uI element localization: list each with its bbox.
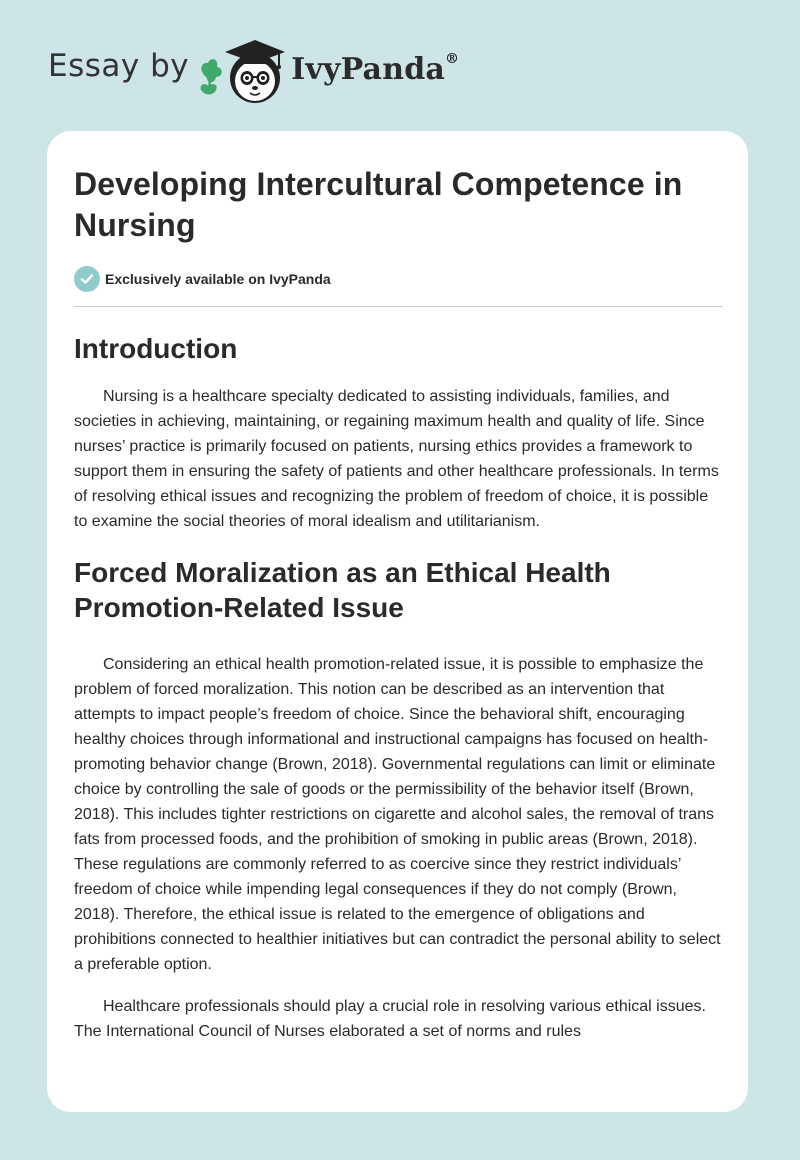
divider: [74, 306, 723, 307]
brand-name: IvyPanda: [291, 52, 446, 87]
essay-title: Developing Intercultural Competence in Nursing: [74, 166, 683, 243]
ivy-leaf-icon: [201, 59, 222, 94]
panda-logo-icon[interactable]: [197, 32, 293, 112]
exclusive-label: Exclusively available on IvyPanda: [105, 271, 331, 287]
section-heading: Introduction: [74, 333, 238, 364]
check-icon: [74, 266, 100, 292]
registered-mark: ®: [445, 51, 460, 67]
exclusive-badge: [74, 266, 723, 292]
paragraph: Considering an ethical health promotion-related issue, it is possible to emphasize the problem of forced moralization. This notion can be described as an intervention that attempts to impact people’s freedom of choice. Since the behavioral shift, encouraging healthy choices through informational and instructional campaigns has focused on health-promoting behavior change (Brown, 2018). Governmental regulations can limit or eliminate choice by controlling the sale of goods or the permissibility of the behavior itself (Brown, 2018). This includes tighter restrictions on cigarette and alcohol sales, the removal of trans fats from processed foods, and the prohibition of smoking in public areas (Brown, 2018). These regulations are commonly referred to as coercive since they restrict individuals’ freedom of choice while impending legal consequences if they do not comply (Brown, 2018). Therefore, the ethical issue is related to the emergence of obligations and prohibitions connected to healthier initiatives but can contradict the personal ability to select a preferable option.: [74, 656, 721, 973]
paragraph: Healthcare professionals should play a crucial role in resolving various ethical issues. The International Council of Nurses elaborated a set of norms and rules: [74, 998, 706, 1040]
paragraph: Nursing is a healthcare specialty dedicated to assisting individuals, families, and societies in achieving, maintaining, or regaining maximum health and quality of life. Since nurses’ practice is primarily focused on patients, nursing ethics provides a framework to support them in ensuring the safety of patients and other healthcare professionals. In terms of resolving ethical issues and recognizing the problem of freedom of choice, it is possible to examine the social theories of moral idealism and utilitarianism.: [74, 388, 719, 530]
site-header: [48, 32, 459, 112]
essay-by-label: Essay by: [48, 48, 190, 84]
essay-card: [47, 131, 748, 1112]
essay-content: [74, 131, 723, 1044]
section-heading: Forced Moralization as an Ethical Health Promotion-Related Issue: [74, 557, 611, 623]
ivypanda-wordmark[interactable]: [291, 51, 459, 87]
